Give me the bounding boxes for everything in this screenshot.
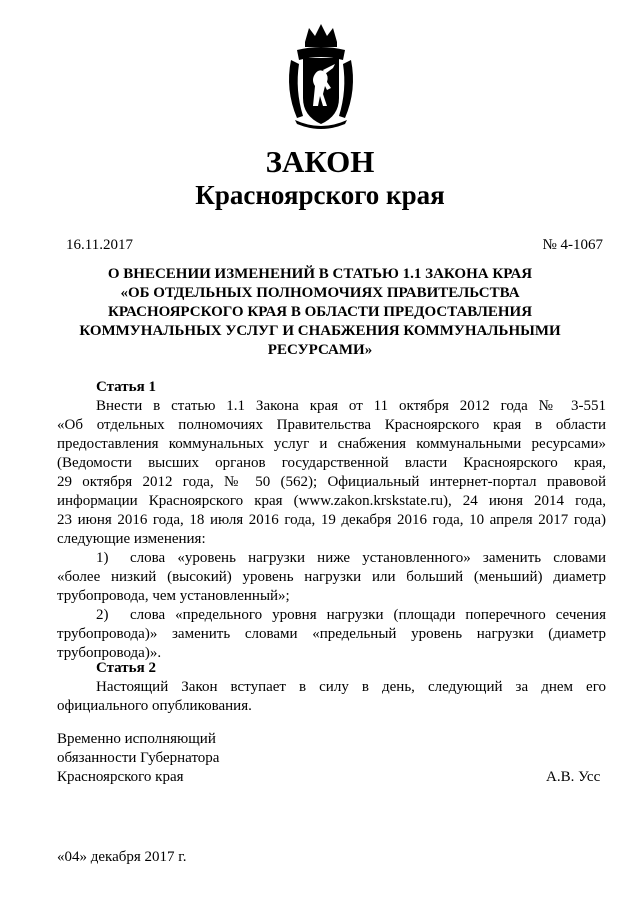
coat-of-arms-emblem	[283, 20, 359, 130]
article-1-line: слова «уровень нагрузки ниже установленного» заменить словами	[130, 550, 606, 566]
heading-line: О ВНЕСЕНИИ ИЗМЕНЕНИЙ В СТАТЬЮ 1.1 ЗАКОНА КРАЯ	[107, 266, 533, 282]
article-1-line: трубопровода, чем установленный»;	[57, 588, 290, 604]
article-1-line: Внести в статью 1.1 Закона края от 11 октября 2012 года № 3-551	[96, 398, 606, 414]
heading-line: КРАСНОЯРСКОГО КРАЯ В ОБЛАСТИ ПРЕДОСТАВЛЕНИЯ	[107, 304, 533, 320]
article-2-line: официального опубликования.	[57, 698, 252, 714]
law-heading	[60, 265, 580, 360]
article-1-line: информации Красноярского края (www.zakon.krskstate.ru), 24 июня 2014 года,	[57, 493, 606, 509]
signatory-position: Временно исполняющий	[57, 731, 216, 747]
list-marker: 2)	[96, 607, 109, 623]
heading-line: РЕСУРСАМИ»	[267, 342, 373, 358]
document-title: ЗАКОН	[265, 144, 375, 179]
article-1-line: «более низкий (высокий) уровень нагрузки или больший (меньший) диаметр	[57, 569, 606, 585]
signing-date: «04» декабря 2017 г.	[57, 849, 187, 865]
signatory-position: Красноярского края	[57, 769, 184, 785]
list-marker: 1)	[96, 550, 109, 566]
article-1-line: 23 июня 2016 года, 18 июля 2016 года, 19 декабря 2016 года, 10 апреля 2017 года)	[57, 512, 606, 528]
article-1-line: 29 октября 2012 года, № 50 (562); Официальный интернет-портал правовой	[57, 474, 606, 490]
law-date: 16.11.2017	[66, 237, 133, 253]
signatory-position: обязанности Губернатора	[57, 750, 220, 766]
article-1-line: трубопровода)» заменить словами «предельный уровень нагрузки (диаметр	[57, 626, 606, 642]
heading-line: КОММУНАЛЬНЫХ УСЛУГ И СНАБЖЕНИЯ КОММУНАЛЬНЫМИ	[79, 323, 561, 339]
article-1-line: (Ведомости высших органов государственной власти Красноярского края,	[57, 455, 606, 471]
article-2-title: Статья 2	[96, 660, 156, 676]
article-2-line: Настоящий Закон вступает в силу в день, следующий за днем его	[96, 679, 606, 695]
heading-line: «ОБ ОТДЕЛЬНЫХ ПОЛНОМОЧИЯХ ПРАВИТЕЛЬСТВА	[120, 285, 520, 301]
article-1-line: трубопровода)».	[57, 645, 162, 661]
article-1-line: предоставления коммунальных услуг и снабжения коммунальными ресурсами»	[57, 436, 606, 452]
article-1-line: слова «предельного уровня нагрузки (площади поперечного сечения	[130, 607, 606, 623]
article-1-line: «Об отдельных полномочиях Правительства Красноярского края в области	[57, 417, 606, 433]
law-number: № 4-1067	[542, 237, 603, 253]
document-subtitle: Красноярского края	[195, 180, 445, 210]
signatory-name: А.В. Усс	[546, 769, 601, 785]
article-1-line: следующие изменения:	[57, 531, 206, 547]
article-1-title: Статья 1	[96, 379, 156, 395]
